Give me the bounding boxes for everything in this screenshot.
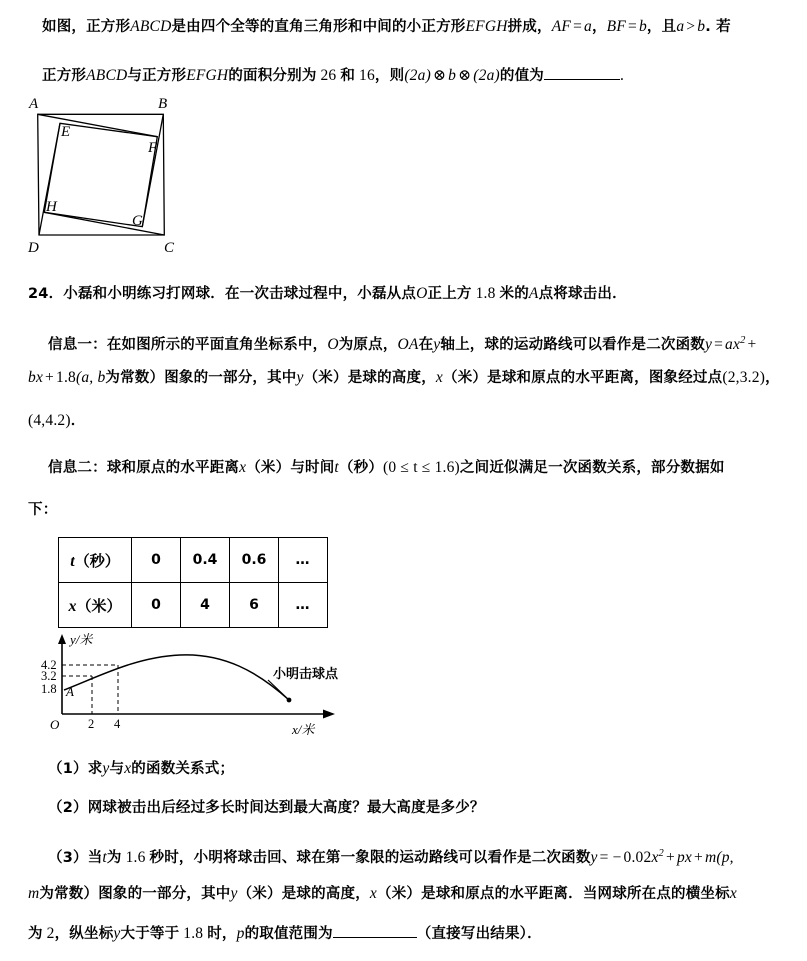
q3-y2: y <box>230 885 238 902</box>
info1-fn-b: b <box>28 369 36 386</box>
q3-t11: 时， <box>207 926 237 942</box>
p23-l2-area1: 26 <box>320 67 337 84</box>
segment-b-g <box>142 114 163 226</box>
q3-fn-y: y <box>590 849 598 866</box>
problem24-info1-line3 <box>28 402 85 440</box>
geo-label-C: C <box>164 240 175 256</box>
q3-t6: （米）是球的高度， <box>237 886 370 902</box>
p23-l2-seg-b: 与正方形 <box>127 68 187 84</box>
p23-l2-seg-c: 的面积分别为 <box>228 68 317 84</box>
info2-t: t <box>334 459 339 476</box>
info1-OA: OA <box>397 336 419 353</box>
p24-number: 24． <box>28 286 64 302</box>
p23-l2-seg-f: 的值为 <box>499 68 544 84</box>
segment-c-h <box>44 212 164 235</box>
table-cell-x-3: … <box>279 583 328 628</box>
p23-l1-a: a <box>584 18 592 35</box>
info1-pt1: (2,3.2) <box>722 369 766 386</box>
info1-t5: 为常数）图象的一部分，其中 <box>105 370 297 386</box>
parabola-curve <box>64 655 289 700</box>
info1-label: 信息一： <box>48 337 107 353</box>
q3-fn-pow: 2 <box>658 848 664 859</box>
q3-yv: 1.8 <box>183 925 204 942</box>
p23-l1-b: b <box>638 18 647 35</box>
p23-l1-comma1: ， <box>591 19 607 35</box>
p23-l1-ineq-op: > <box>686 18 696 35</box>
q3-t2: 为 <box>106 850 122 866</box>
geo-label-G: G <box>132 213 143 229</box>
table-cell-x-2: 6 <box>230 583 279 628</box>
q3-fn-eq: = <box>599 849 609 866</box>
q3-fn-m: m <box>704 849 717 866</box>
q3-x2: x <box>369 885 378 902</box>
q1-y: y <box>102 760 110 777</box>
p23-l1-seg-a: 如图，正方形 <box>42 19 131 35</box>
p24-stem-text2: 正上方 <box>427 286 472 302</box>
info1-fn-a: a <box>725 336 733 353</box>
geo-label-F: F <box>148 140 158 156</box>
q3-t7: （米）是球和原点的水平距离．当网球所在点的横坐标 <box>377 886 730 902</box>
p23-l1-seg-c: 拼成， <box>507 19 552 35</box>
table-cell-x-0: 0 <box>132 583 181 628</box>
problem24-info2-line1 <box>48 449 725 487</box>
info1-fn-eq: = <box>714 336 724 353</box>
info1-fn-plus2: + <box>45 369 54 386</box>
q1-t3: 的函数关系式； <box>131 761 235 777</box>
q3-fn-plus2: + <box>694 849 703 866</box>
question-3-line3 <box>28 915 542 953</box>
coordinate-graph-figure <box>40 628 370 740</box>
question-3-line1 <box>48 835 734 877</box>
x-axis-arrow-icon <box>323 710 335 719</box>
info2-t1: 球和原点的水平距离 <box>106 460 240 476</box>
q3-fn-neg: − <box>612 849 622 866</box>
p23-l2-var-abcd: ABCD <box>86 67 128 84</box>
q3-tv: 1.6 <box>125 849 146 866</box>
problem24-info2-line2 <box>28 492 57 529</box>
otimes-icon-2: ⊗ <box>458 67 472 84</box>
info2-x: x <box>239 459 247 476</box>
q3-t: t <box>102 849 107 866</box>
x-tick-label-2: 2 <box>88 717 95 731</box>
info1-t6: （米）是球的高度， <box>303 370 436 386</box>
info2-t3: （秒） <box>338 460 384 476</box>
info1-fn-plus1: + <box>747 336 757 353</box>
q3-p2: p <box>236 925 245 942</box>
info1-fn-y: y <box>705 336 713 353</box>
p23-l1-eq1: = <box>573 18 583 35</box>
table-header-x <box>59 583 132 628</box>
info1-y2: y <box>296 369 304 386</box>
p24-stem-text: 小磊和小明练习打网球．在一次击球过程中，小磊从点 <box>63 286 417 302</box>
q3-t4: m <box>28 885 40 902</box>
problem24-info1-line2 <box>28 359 780 397</box>
p24-height: 1.8 <box>475 285 496 302</box>
table-header-x-var: x <box>68 597 77 615</box>
q3-t10: 大于等于 <box>120 926 180 942</box>
origin-label-O: O <box>50 717 60 732</box>
p24-point-O: O <box>416 285 428 302</box>
graph-annotation-hit-point: 小明击球点 <box>273 667 339 682</box>
q3-fn-a: 0.02 <box>623 849 652 866</box>
y-axis-arrow-icon <box>58 634 66 644</box>
y-tick-label-1-8: 1.8 <box>41 682 57 696</box>
problem24-info1-line1 <box>48 322 759 364</box>
q3-fn-p: p <box>676 849 685 866</box>
p23-l1-seg-b: 是由四个全等的直角三角形和中间的小正方形 <box>171 19 466 35</box>
question-1 <box>48 750 234 788</box>
q3-fn-plus1: + <box>666 849 675 866</box>
q2-number: （2） <box>48 800 88 816</box>
q3-number: （3） <box>48 850 88 866</box>
geo-label-E: E <box>61 124 71 140</box>
info1-t3: 在 <box>418 337 434 353</box>
q3-xv: 2 <box>46 925 55 942</box>
info1-fn-x2: x <box>35 369 44 386</box>
question-2 <box>48 790 485 827</box>
p23-l1-ineq-b: b <box>697 18 706 35</box>
geometry-figure-abcd <box>20 92 220 260</box>
p23-l2-area2: 16 <box>359 67 375 84</box>
table-row <box>59 583 328 628</box>
info1-fn-x: x <box>733 336 741 353</box>
answer-blank-24-3[interactable] <box>333 937 417 938</box>
segment-d-e <box>39 123 60 235</box>
p23-l1-var-efgh: EFGH <box>465 18 508 35</box>
p24-stem-text3: 米的 <box>499 286 529 302</box>
info1-fn-c: 1.8 <box>56 369 76 386</box>
p23-l1-eq2: = <box>628 18 637 35</box>
geo-label-D: D <box>28 240 39 256</box>
info1-t7: （米）是球和原点的水平距离，图象经过点 <box>443 370 723 386</box>
geo-label-B: B <box>158 96 168 112</box>
info2-t4: 之间近似满足一次函数关系，部分数据如 <box>459 460 725 476</box>
x-tick-label-4: 4 <box>114 717 121 731</box>
outer-square-abcd <box>38 114 165 235</box>
table-cell-t-3: … <box>279 538 328 583</box>
p23-l1-period: . 若 <box>705 19 731 35</box>
info1-O: O <box>327 336 339 353</box>
q3-y3: y <box>113 925 121 942</box>
problem23-line1 <box>42 8 731 46</box>
p23-l2-expr-right: (2a) <box>473 67 500 84</box>
geo-label-A: A <box>29 96 39 112</box>
table-header-t <box>59 538 132 583</box>
table-row <box>59 538 328 583</box>
q3-t5: 为常数）图象的一部分，其中 <box>39 886 231 902</box>
problem23-line2 <box>42 57 624 95</box>
y-tick-label-4-2: 4.2 <box>41 658 57 672</box>
table-cell-x-1: 4 <box>181 583 230 628</box>
p24-stem-text4: 点将球击出． <box>538 286 627 302</box>
p23-l1-ineq-a: a <box>676 18 685 35</box>
info1-fn-pow: 2 <box>740 335 746 346</box>
info1-fn-paren: (a, b <box>75 369 106 386</box>
info2-t5: 下： <box>28 502 58 518</box>
table-header-t-unit: （秒） <box>74 553 120 570</box>
annotation-leader-line <box>268 680 289 700</box>
table-cell-t-1: 0.4 <box>181 538 230 583</box>
p23-l1-var-abcd: ABCD <box>130 18 172 35</box>
q1-x: x <box>124 760 132 777</box>
table-cell-t-2: 0.6 <box>230 538 279 583</box>
geo-label-H: H <box>46 199 57 215</box>
problem24-stem <box>28 275 627 313</box>
q3-t1: 当 <box>87 850 103 866</box>
info1-pt2: (4,4.2) <box>28 412 71 429</box>
segment-a-f <box>38 114 158 136</box>
q3-fn-paren: (p, <box>716 849 734 866</box>
info1-period: ． <box>70 413 86 429</box>
info1-y1: y <box>433 336 441 353</box>
p23-l2-seg-a: 正方形 <box>42 68 87 84</box>
table-header-x-unit: （米） <box>76 598 122 615</box>
p23-l2-seg-e: ，则 <box>374 68 405 84</box>
p23-l2-period: . <box>620 67 625 84</box>
y-axis-label: y/米 <box>70 632 93 647</box>
q1-t1: 求 <box>87 761 103 777</box>
q3-t9: ，纵坐标 <box>54 926 114 942</box>
p23-l1-bf: BF <box>606 18 627 35</box>
table-header-t-var: t <box>70 552 75 570</box>
info1-comma: ， <box>765 370 780 386</box>
p24-point-A: A <box>528 285 539 302</box>
q3-fn-x: x <box>651 849 659 866</box>
y-tick-label-3-2: 3.2 <box>41 669 57 683</box>
p23-l1-comma2: ，且 <box>646 19 677 35</box>
q3-t8: 为 <box>28 926 43 942</box>
q3-t12: 的取值范围为 <box>244 926 333 942</box>
q3-x3: x <box>729 885 737 902</box>
point-label-A: A <box>66 684 74 699</box>
data-table-t-x <box>58 537 328 628</box>
table-cell-t-0: 0 <box>132 538 181 583</box>
info1-x1: x <box>435 369 444 386</box>
otimes-icon-1: ⊗ <box>432 67 447 84</box>
info1-t2: 为原点， <box>338 337 398 353</box>
q3-fn-x2: x <box>684 849 692 866</box>
p23-l1-af: AF <box>551 18 572 35</box>
p23-l2-expr-mid: b <box>448 67 457 84</box>
q2-text: 网球被击出后经过多长时间达到最大高度？最大高度是多少？ <box>87 800 485 816</box>
p23-l2-seg-d: 和 <box>340 68 356 84</box>
x-axis-label: x/米 <box>292 722 315 737</box>
q3-t13: （直接写出结果）． <box>416 926 542 942</box>
q1-number: （1） <box>48 761 88 777</box>
p23-l2-var-efgh: EFGH <box>186 67 229 84</box>
info2-t2: （米）与时间 <box>246 460 335 476</box>
q1-t2: 与 <box>109 761 125 777</box>
info2-label: 信息二： <box>48 460 107 476</box>
info1-t1: 在如图所示的平面直角坐标系中， <box>106 337 328 353</box>
answer-blank-23[interactable] <box>544 79 620 80</box>
question-3-line2 <box>28 875 737 913</box>
q3-t3: 秒时，小明将球击回、球在第一象限的运动路线可以看作是二次函数 <box>149 850 591 866</box>
info1-t4: 轴上，球的运动路线可以看作是二次函数 <box>440 337 705 353</box>
info2-range: (0 ≤ t ≤ 1.6) <box>383 459 460 476</box>
p23-l2-expr-left: (2a) <box>404 67 431 84</box>
